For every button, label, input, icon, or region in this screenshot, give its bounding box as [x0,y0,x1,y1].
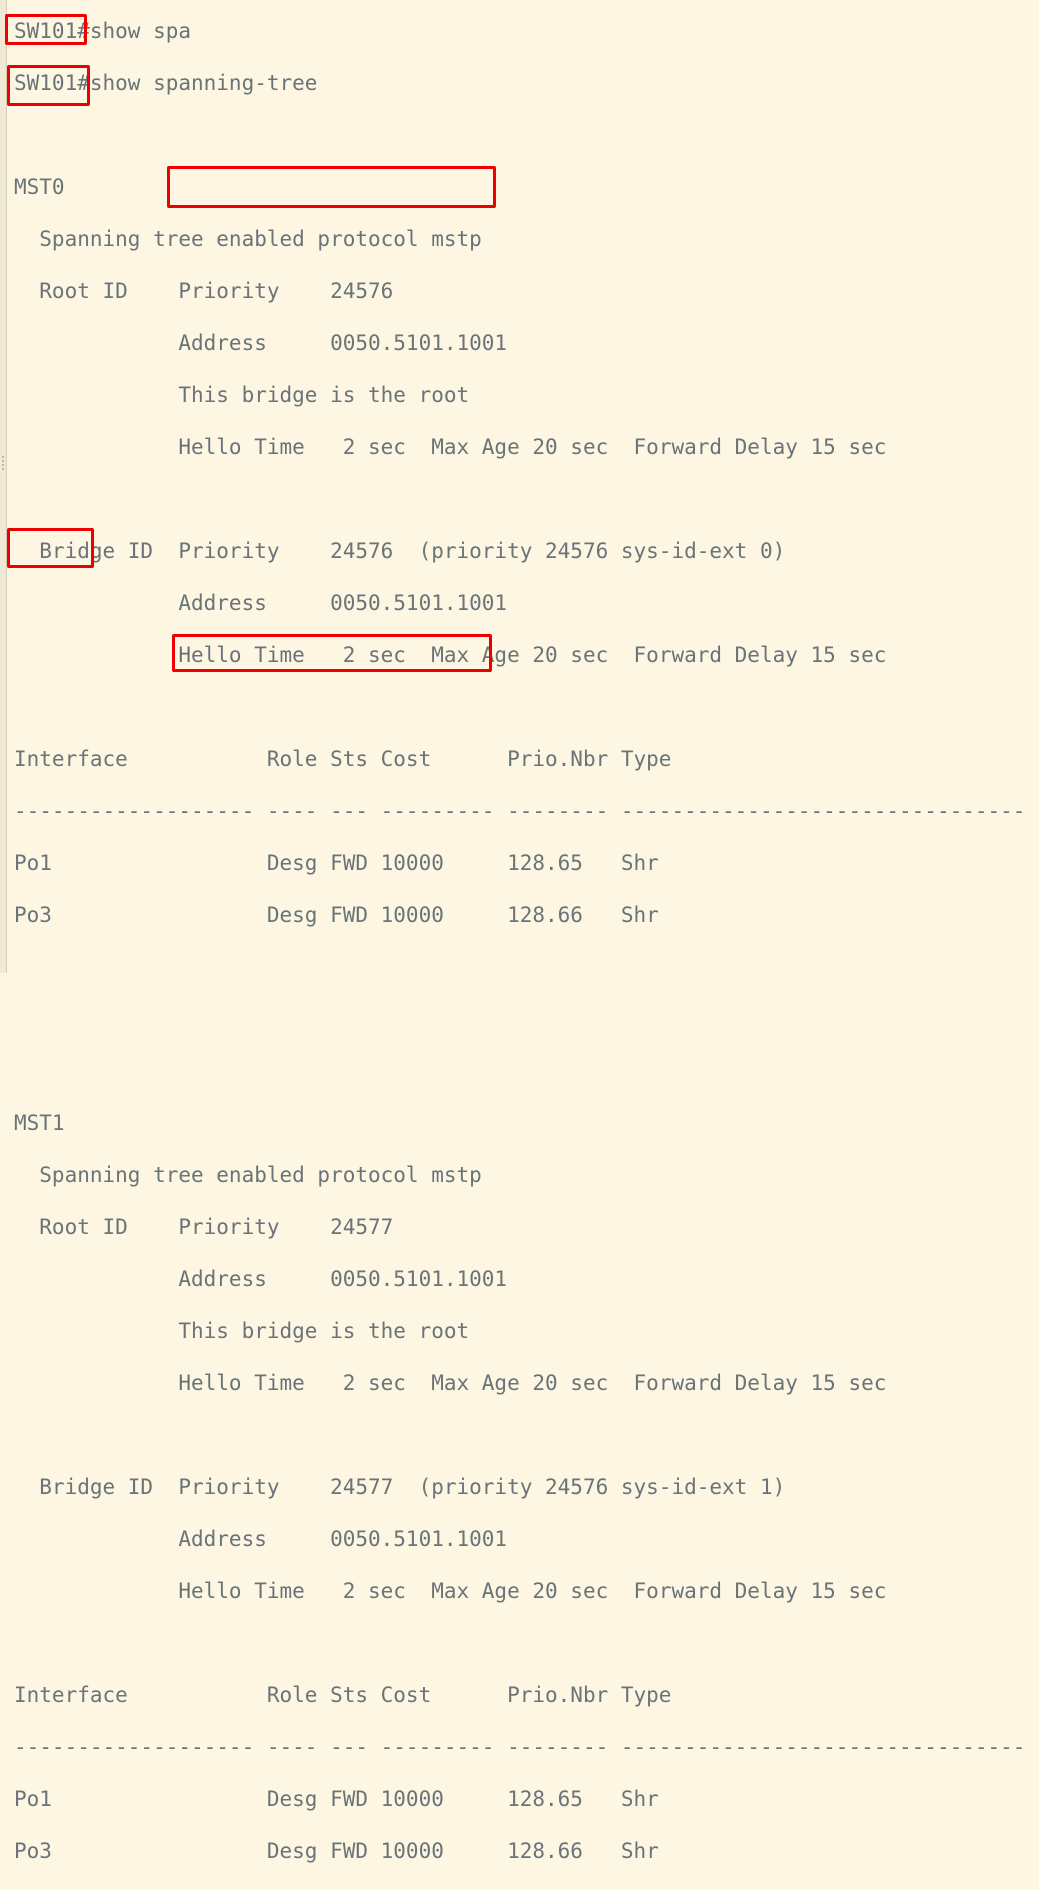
terminal-output[interactable] [14,0,1025,1890]
root-id-address: Address 0050.5101.1001 [14,1267,508,1291]
table-separator: ------------------- ---- --- --------- -------- -------------------------------- [14,799,1026,823]
blank-line [14,122,1025,148]
table-row: Po1 Desg FWD 10000 128.65 Shr [14,851,659,875]
instance-name: MST0 [14,175,65,199]
command-line: SW101#show spa [14,19,192,43]
resize-grip[interactable] [1,455,5,471]
instance-name: MST1 [14,1111,65,1135]
table-header: Interface Role Sts Cost Prio.Nbr Type [14,1683,672,1707]
blank-line [14,954,1025,980]
bridge-id-priority: Bridge ID Priority 24576 (priority 24576 sys-id-ext 0) [14,539,786,563]
blank-line [14,1006,1025,1032]
blank-line [14,1058,1025,1084]
root-id-priority: Root ID Priority 24576 [14,279,394,303]
terminal-gutter [0,0,7,973]
table-separator: ------------------- ---- --- --------- -------- -------------------------------- [14,1735,1026,1759]
protocol-line: Spanning tree enabled protocol mstp [14,1163,482,1187]
bridge-timers: Hello Time 2 sec Max Age 20 sec Forward Delay 15 sec [14,1579,887,1603]
blank-line [14,1422,1025,1448]
root-note: This bridge is the root [14,383,470,407]
table-row: Po3 Desg FWD 10000 128.66 Shr [14,1839,659,1863]
bridge-id-address: Address 0050.5101.1001 [14,591,508,615]
root-note: This bridge is the root [14,1319,470,1343]
root-timers: Hello Time 2 sec Max Age 20 sec Forward Delay 15 sec [14,435,887,459]
bridge-id-address: Address 0050.5101.1001 [14,1527,508,1551]
table-row: Po3 Desg FWD 10000 128.66 Shr [14,903,659,927]
bridge-timers: Hello Time 2 sec Max Age 20 sec Forward Delay 15 sec [14,643,887,667]
table-row: Po1 Desg FWD 10000 128.65 Shr [14,1787,659,1811]
blank-line [14,694,1025,720]
table-header: Interface Role Sts Cost Prio.Nbr Type [14,747,672,771]
bridge-id-priority: Bridge ID Priority 24577 (priority 24576 sys-id-ext 1) [14,1475,786,1499]
root-id-address: Address 0050.5101.1001 [14,331,508,355]
blank-line [14,1630,1025,1656]
root-timers: Hello Time 2 sec Max Age 20 sec Forward Delay 15 sec [14,1371,887,1395]
root-id-priority: Root ID Priority 24577 [14,1215,394,1239]
command-line: SW101#show spanning-tree [14,71,318,95]
blank-line [14,486,1025,512]
protocol-line: Spanning tree enabled protocol mstp [14,227,482,251]
